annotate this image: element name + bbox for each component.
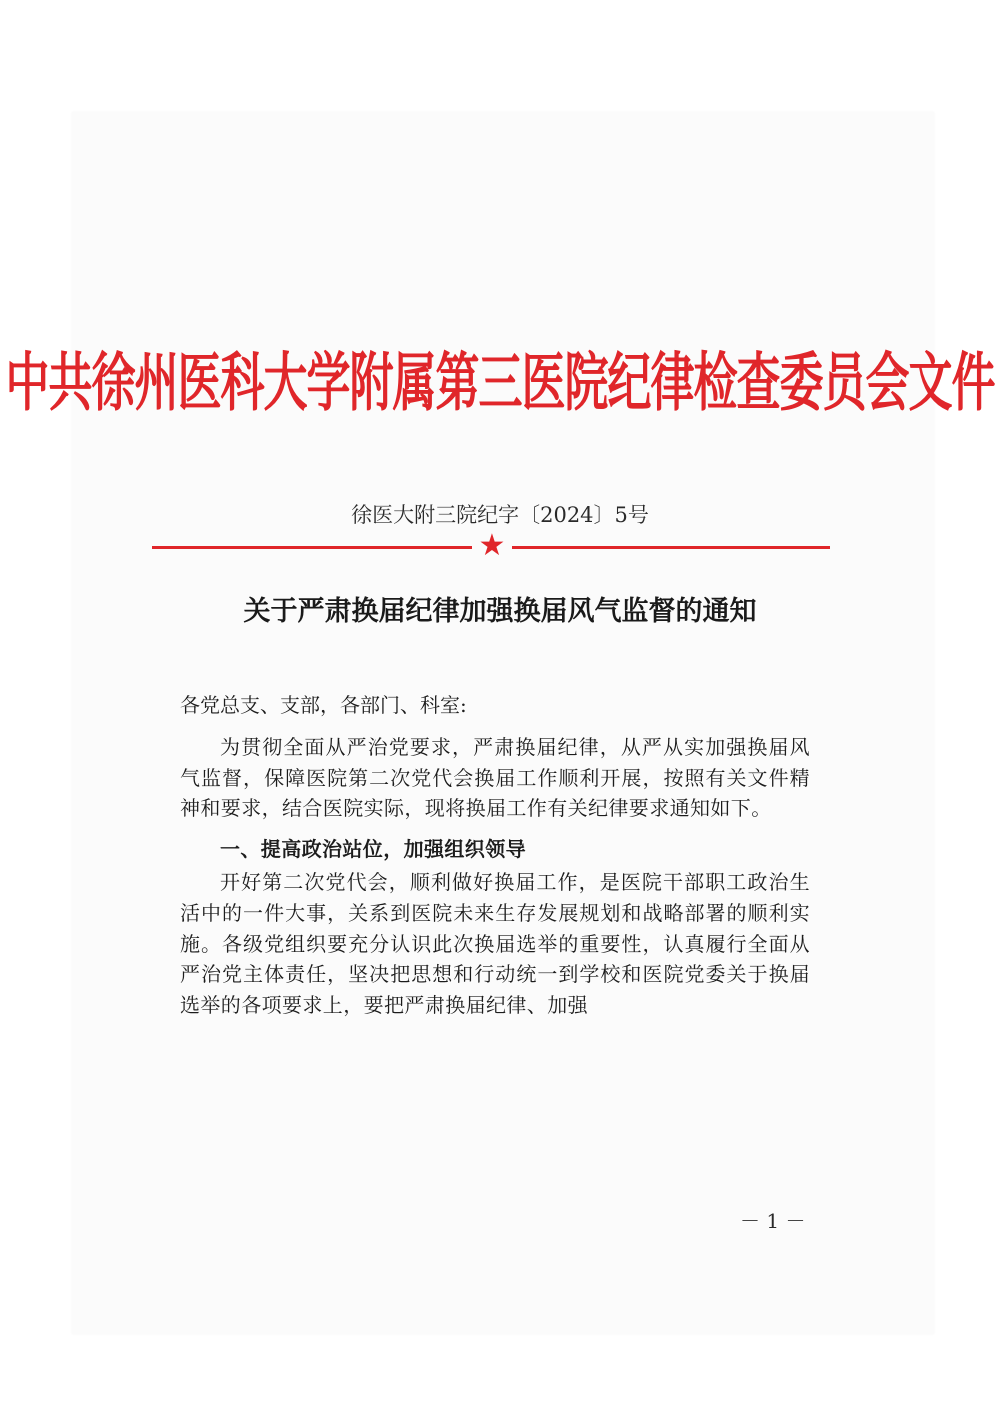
section-1-heading: 一、提高政治站位，加强组织领导	[220, 836, 526, 861]
red-divider-left	[152, 546, 472, 549]
document-number: 徐医大附三院纪字〔2024〕5号	[351, 503, 649, 527]
document-body	[180, 732, 810, 1020]
section-1-paragraph: 开好第二次党代会，顺利做好换届工作，是医院干部职工政治生活中的一件大事，关系到医院未来生存发展规划和战略部署的顺利实施。各级党组织要充分认识此次换届选举的重要性，认真履行全面从严治党主体责任，坚决把思想和行动统一到学校和医院党委关于换届选举的各项要求上，要把严肃换届纪律、加强	[180, 870, 810, 1017]
intro-paragraph: 为贯彻全面从严治党要求，严肃换届纪律，从严从实加强换届风气监督，保障医院第二次党代会换届工作顺利开展，按照有关文件精神和要求，结合医院实际，现将换届工作有关纪律要求通知如下。	[180, 735, 810, 821]
page-number: － 1 －	[740, 1209, 806, 1233]
organization-header-title: 中共徐州医科大学附属第三医院纪律检查委员会文件	[5, 346, 995, 421]
document-page	[72, 112, 934, 1334]
document-title: 关于严肃换届纪律加强换届风气监督的通知	[243, 596, 757, 627]
salutation: 各党总支、支部，各部门、科室:	[180, 693, 467, 717]
red-divider-right	[512, 546, 830, 549]
red-star-icon: ★	[478, 528, 506, 563]
